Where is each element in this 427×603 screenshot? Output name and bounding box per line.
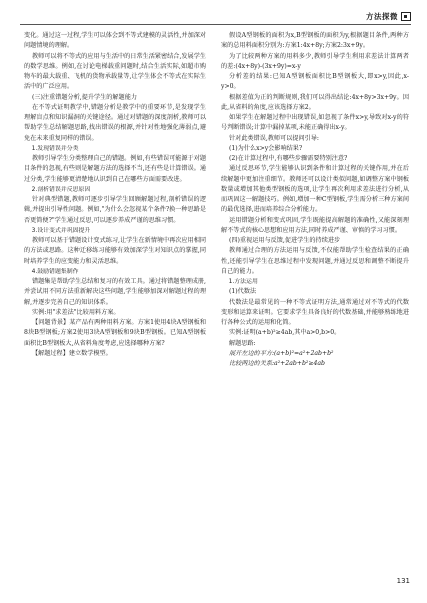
paragraph: 假设A型钢板的面积为x,B型钢板的面积为y,根据题目条件,两种方案的总用料面积分别为:方案1:4x+8y;方案2:3x+9y。 bbox=[221, 32, 409, 50]
subheading: 3.设计变式并巩固提升 bbox=[31, 227, 91, 234]
paragraph: (2)在计算过程中,有哪些步骤需要特别注意? bbox=[228, 155, 348, 162]
subheading: 4.鼓励错题集制作 bbox=[31, 268, 79, 275]
subheading: 2.剖析错误并反思原因 bbox=[31, 186, 91, 193]
paragraph: 比较两边的关系:a²+2ab+b²≥4ab bbox=[228, 360, 325, 367]
page-number: 131 bbox=[396, 577, 410, 585]
paragraph: 针对此类错误,教师可以提问引导: bbox=[228, 134, 319, 142]
paragraph: (四)重视运用与反馈,促进学生的持续进步 bbox=[228, 237, 341, 244]
paragraph: 运用错题分析和变式巩固,学生既能提高解题的准确性,又能深刻理解不等式的核心思想和应用方法,同时养成严谨、审慎的学习习惯。 bbox=[221, 216, 409, 234]
paragraph: 实例:证明(a+b)²≥4ab,其中a>0,b>0。 bbox=[228, 329, 341, 337]
header-title: 方法探微 bbox=[366, 12, 398, 21]
paragraph: 教师通过合理的方法运用与反馈,不仅能帮助学生检查结果的正确性,还能引导学生在思维过程中发现问题,并通过反思和调整不断提升自己的能力。 bbox=[221, 247, 409, 275]
paragraph: 展开左边的平方:(a+b)²=a²+2ab+b² bbox=[228, 349, 334, 357]
subheading: 1.发现错误并分类 bbox=[31, 145, 79, 152]
subheading: 1.方法运用 bbox=[228, 279, 258, 285]
paragraph: 实例:用"求差法"比较用料方案。 bbox=[31, 308, 120, 316]
header-logo-icon bbox=[401, 12, 411, 21]
paragraph: (1)代数法 bbox=[228, 288, 257, 296]
paragraph: 根据差值为正的判断规则,我们可以得出结论:4x+8y>3x+9y。因此,从省料的角度,应该选择方案2。 bbox=[221, 93, 409, 111]
paragraph: 教师可以基于错题设计变式练习,让学生在新情境中再次应用相同的方法或思路。这种迁移练习能够有效加深学生对知识点的掌握,同时培养学生的应变能力和灵活思维。 bbox=[24, 237, 206, 265]
right-column bbox=[221, 31, 409, 369]
paragraph: 代数法是最常见的一种不等式证明方法,通常通过对不等式的代数变形和运算来证明。它要求学生具备良好的代数基础,并能够熟练地进行各种公式的运用和化简。 bbox=[221, 298, 409, 326]
paragraph: 在不等式证明教学中,错题分析是教学中的重要环节,是发现学生理解盲点和知识漏洞的关键途径。通过对错题的深度剖析,教师可以帮助学生总结解题思路,找出错误的根源,并针对性地强化薄弱点,避免在未来重复同样的错误。 bbox=[24, 103, 206, 142]
paragraph: 针对典型错题,教师可逐步引导学生回顾解题过程,剖析错误的逻辑,并提出引导性问题。例如,"为什么会忽视某个条件?换一种思路是否更简便?"学生通过反思,可以逐步养成严谨的思维习惯。 bbox=[24, 196, 206, 224]
paragraph: 教师可以将不等式的应用与生活中的日常生活紧密结合,发展学生的数学思维。例如,在讨论电梯载重问题时,结合生活实际,如超市购物车的最大载重、飞机的货物承载量等,让学生体会不等式在实际生活中的广泛应用。 bbox=[24, 52, 206, 91]
left-column bbox=[24, 31, 206, 359]
header-rule bbox=[20, 24, 411, 25]
paragraph: 教师引导学生分类整理自己的错题。例如,有些错误可能源于对题目条件的忽视,有些则是解题方法的选择不当,还有些是计算错误。通过分类,学生能够更清楚地认识到自己在哪些方面需要改进。 bbox=[24, 155, 206, 183]
paragraph: 错题集是帮助学生总结和复习的有效工具。通过将错题整理成册,并尝试用不同方法重新解决这些问题,学生能够加深对解题过程的理解,并逐步完善自己的知识体系。 bbox=[24, 278, 206, 306]
paragraph: 分析差的结果:已知A型钢板面积比B型钢板大,即x>y,因此,x-y>0。 bbox=[221, 73, 409, 91]
paragraph: 【问题背景】某产品有两种用料方案。方案1使用4块A型钢板和8块B型钢板;方案2使用3块A型钢板和9块B型钢板。已知A型钢板面积比B型钢板大,从省料角度考虑,应选择哪种方案? bbox=[24, 319, 206, 347]
paragraph: 通过反思环节,学生能够认识到条件和计算过程的关键作用,并在后续解题中更加注重细节。教师还可以设计类似问题,如调整方案中钢板数量或增加其他类型钢板的选项,让学生再次利用求差法进行分析,从而巩固这一解题技巧。例如,增加一种C型钢板,学生需分析三种方案间的最优选择,进而培养综合分析能力。 bbox=[221, 165, 409, 214]
running-header bbox=[366, 11, 411, 22]
paragraph: 变化。通过这一过程,学生可以体会到不等式建模的灵活性,并加深对问题情境的理解。 bbox=[24, 32, 206, 50]
paragraph: (三)注重错题分析,提升学生的解题能力 bbox=[31, 93, 137, 101]
paragraph: (1)为什么x>y会影响结果? bbox=[228, 144, 303, 152]
paragraph: 为了比较两种方案的用料多少,教师引导学生利用求差法计算两者的差:(4x+8y)-(3x+9y)=x-y bbox=[221, 52, 409, 70]
paragraph: 如果学生在解题过程中出现错误,如忽视了条件x>y,导致对x-y的符号判断错误;计算中漏掉某项,未能正确得出x-y。 bbox=[221, 114, 409, 132]
paragraph: 【解题过程】建立数学模型。 bbox=[31, 349, 112, 357]
paragraph: 解题思路: bbox=[228, 339, 256, 347]
